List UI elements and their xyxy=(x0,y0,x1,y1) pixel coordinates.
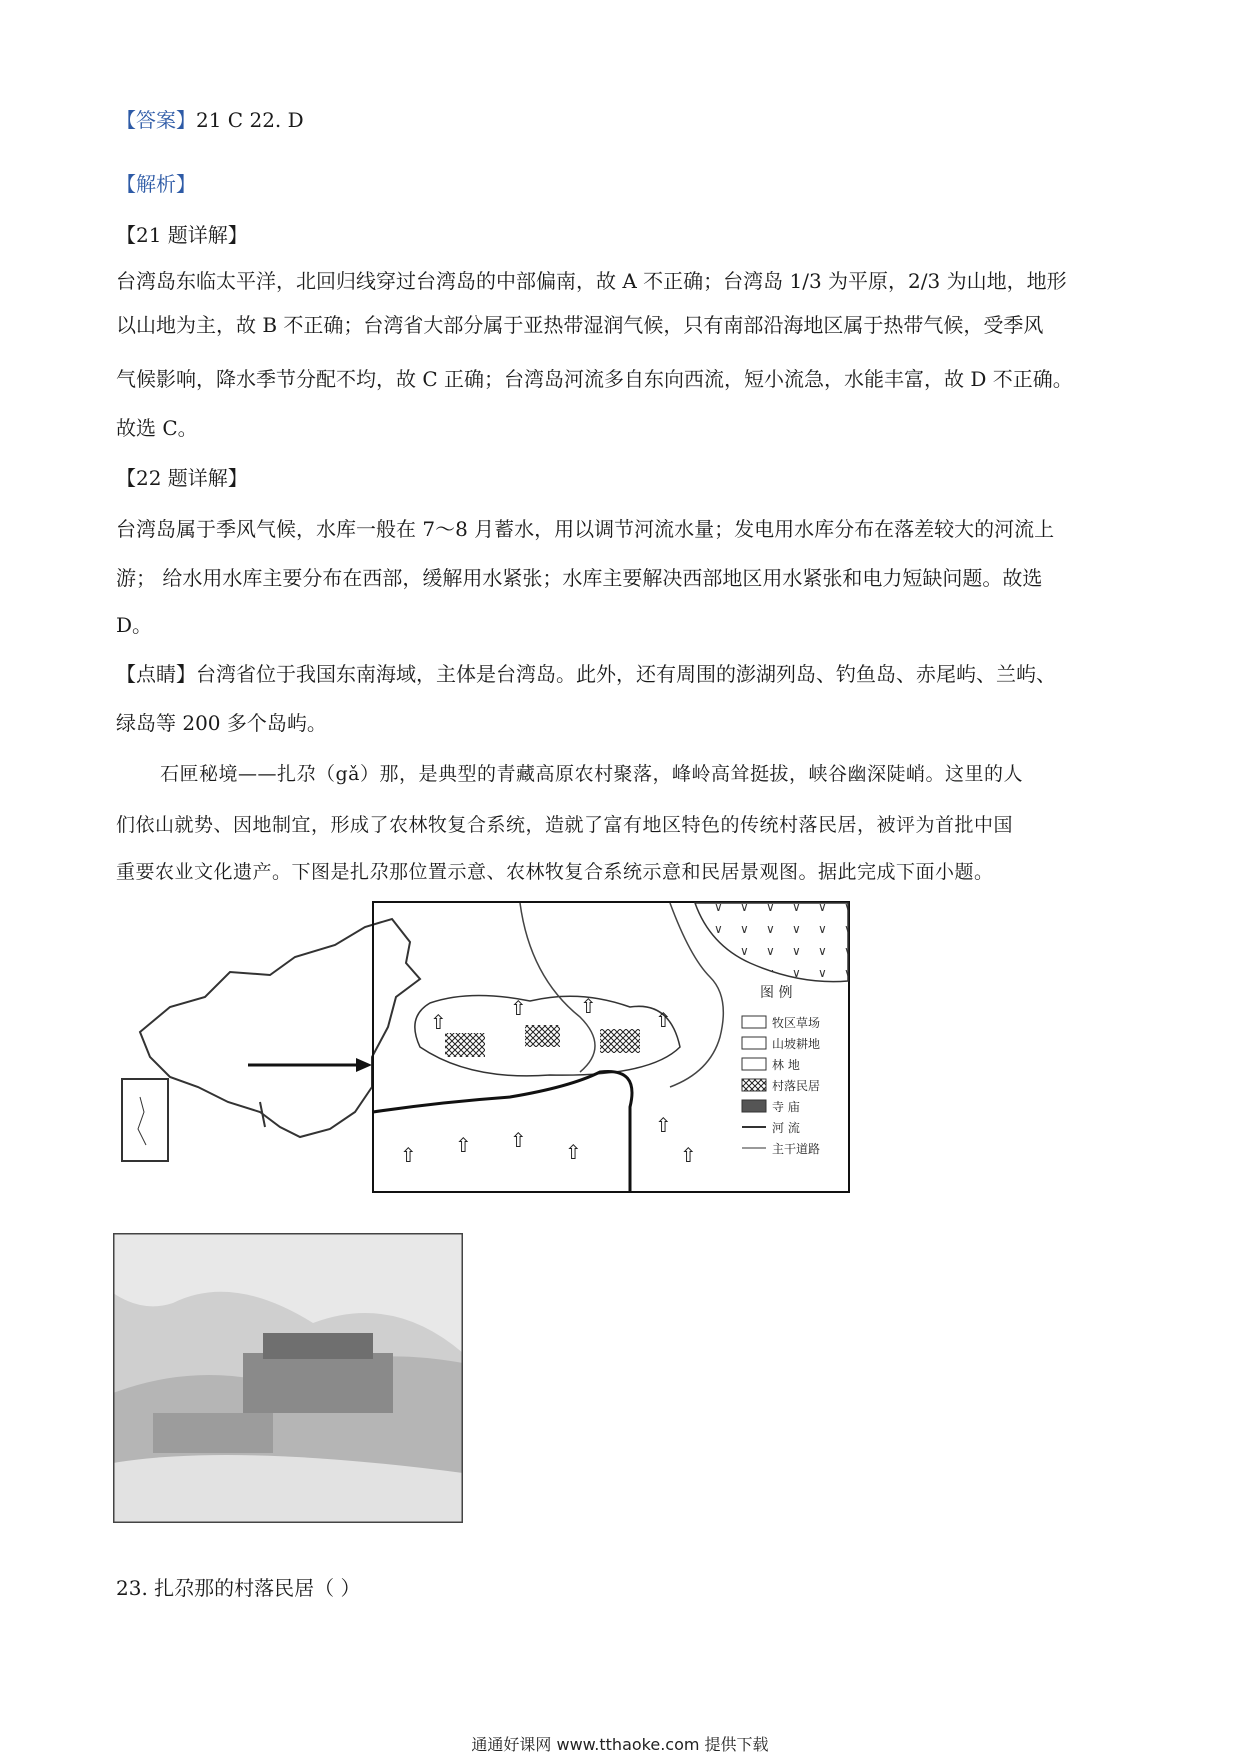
svg-text:⇧: ⇧ xyxy=(680,1143,697,1167)
svg-text:⇧: ⇧ xyxy=(655,1008,672,1032)
pasture-area xyxy=(695,903,848,982)
question-23: 23. 扎尕那的村落民居（ ） xyxy=(116,1576,361,1600)
legend-pasture: 牧区草场 xyxy=(772,1016,821,1030)
village-cluster-3 xyxy=(600,1029,640,1053)
passage-line-1: 石匣秘境——扎尕（gǎ）那，是典型的青藏高原农村聚落，峰岭高耸挺拔，峡谷幽深陡峭。这里的人 xyxy=(160,763,1023,785)
q21-heading: 【21 题详解】 xyxy=(116,223,248,247)
legend-title: 图 例 xyxy=(760,985,793,1001)
passage-line-2: 们依山就势、因地制宜，形成了农林牧复合系统，造就了富有地区特色的传统村落民居，被评为首批中国 xyxy=(116,814,1014,836)
answer-line xyxy=(116,108,304,132)
q22-line-3: D。 xyxy=(116,613,153,637)
legend-village: 村落民居 xyxy=(772,1079,821,1093)
svg-text:⇧: ⇧ xyxy=(430,1010,447,1034)
point-line-1 xyxy=(116,662,1056,686)
q21-line-1: 台湾岛东临太平洋，北回归线穿过台湾岛的中部偏南，故 A 不正确；台湾岛 1/3 为平原，2/3 为山地，地形 xyxy=(116,269,1067,293)
legend-temple: 寺 庙 xyxy=(772,1100,800,1114)
svg-text:⇧: ⇧ xyxy=(455,1133,472,1157)
q21-line-4: 故选 C。 xyxy=(116,416,198,440)
village-cluster-1 xyxy=(445,1033,485,1057)
svg-text:⇧: ⇧ xyxy=(580,994,597,1018)
svg-text:⇧: ⇧ xyxy=(655,1113,672,1137)
footer: 通通好课网 www.tthaoke.com 提供下载 xyxy=(471,1735,769,1754)
legend xyxy=(742,985,820,1156)
china-outline xyxy=(122,919,420,1161)
svg-text:⇧: ⇧ xyxy=(510,996,527,1020)
q21-line-3: 气候影响，降水季节分配不均，故 C 正确；台湾岛河流多自东向西流，短小流急，水能丰富，故 D 不正确。 xyxy=(116,367,1073,391)
point-line-2: 绿岛等 200 多个岛屿。 xyxy=(116,711,327,735)
legend-forest: 林 地 xyxy=(772,1058,800,1072)
location-arrowhead xyxy=(356,1058,372,1072)
main-road xyxy=(520,903,723,1087)
svg-text:⇧: ⇧ xyxy=(565,1140,582,1164)
q22-heading: 【22 题详解】 xyxy=(116,466,248,490)
legend-farmland: 山坡耕地 xyxy=(772,1037,821,1051)
river xyxy=(373,1071,632,1192)
q21-line-2: 以山地为主，故 B 不正确；台湾省大部分属于亚热带湿润气候，只有南部沿海地区属于热带气候，受季风 xyxy=(116,313,1044,337)
answer-tag: 【答案】 xyxy=(116,108,196,132)
svg-text:⇧: ⇧ xyxy=(400,1143,417,1167)
village-cluster-2 xyxy=(525,1025,560,1047)
answer-text: 21 C 22. D xyxy=(196,108,304,132)
location-and-system-map xyxy=(110,897,970,1199)
point-text: 台湾省位于我国东南海域，主体是台湾岛。此外，还有周围的澎湖列岛、钓鱼岛、赤尾屿、兰屿、 xyxy=(196,662,1056,686)
forest-symbols xyxy=(400,994,697,1167)
legend-river: 河 流 xyxy=(772,1121,800,1135)
analysis-tag: 【解析】 xyxy=(116,172,196,196)
svg-text:⇧: ⇧ xyxy=(510,1128,527,1152)
q22-line-2: 游； 给水用水库主要分布在西部，缓解用水紧张；水库主要解决西部地区用水紧张和电力短缺问题。故选 xyxy=(116,566,1043,590)
q22-line-1: 台湾岛属于季风气候，水库一般在 7～8 月蓄水，用以调节河流水量；发电用水库分布在落差较大的河流上 xyxy=(116,517,1055,541)
point-tag: 【点睛】 xyxy=(116,662,196,686)
passage-line-3: 重要农业文化遗产。下图是扎尕那位置示意、农林牧复合系统示意和民居景观图。据此完成下面小题。 xyxy=(116,861,994,883)
legend-road: 主干道路 xyxy=(772,1142,821,1156)
village-photo xyxy=(113,1233,463,1523)
